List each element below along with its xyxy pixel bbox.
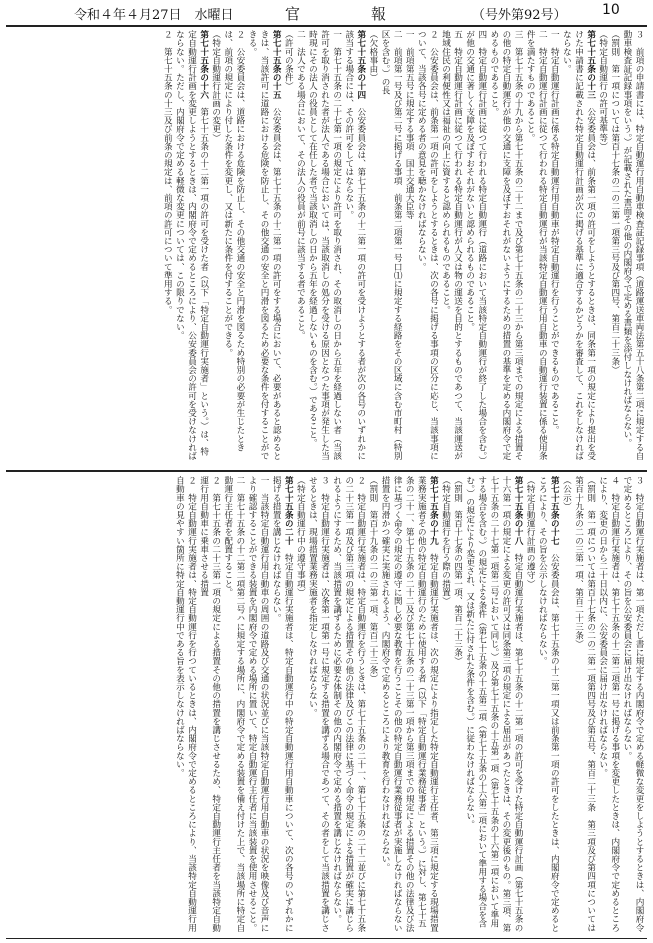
paragraph: （罰則 第一項については第百十七条の二の二第一項第四号及び第五号、第百二十三条 第三項及び第四項については第百十九条の二の三第一項、第百二十三条） bbox=[573, 476, 596, 932]
paragraph: 一 前項第五号に規定する事項 国土交通大臣等 bbox=[404, 30, 415, 220]
article-number: 第七十五条の十三 bbox=[585, 30, 596, 99]
paragraph: 一 特定自動運行計画に係る特定自動運行用自動車が特定自動運行を行うことができるものであること。 bbox=[549, 30, 560, 435]
paragraph: 二 特定自動運行計画に従つて行われる特定自動運行が当該特定自動運行用自動車の自動運行装置に係る使用条件を満たすものであること。 bbox=[525, 30, 548, 460]
paragraph: ２ 公安委員会は、道路における危険を防止し、その他交通の安全と円滑を図るため特別の必要が生じたときは、前項の規定により付した条件を変更し、又は新たに条件を付することができる。 bbox=[222, 30, 245, 452]
paragraph: （特定自動運行の許可基準等） bbox=[597, 30, 608, 151]
paragraph: 四 特定自動運行計画に従つて行われる特定自動運行（道路において当該特定自動運行が終了した場合を含む。）が他の交通に著しく支障を及ぼすおそれがないと認められるものであること。 bbox=[464, 30, 487, 460]
paragraph: ３ 特定自動運行実施者は、第一項ただし書に規定する内閣府令で定める軽微な変更をしようとするときは、内閣府令で定めるところにより、その旨を公安委員会に届け出なければならない。 bbox=[621, 476, 644, 932]
paragraph: （公示） bbox=[561, 476, 572, 511]
paragraph: 二 第七十五条の十二第二項第二号ハに規定する場所に、内閣府令で定める装置を備え付けた上で、当該場所に特定自動運行主任者を配置すること。 bbox=[222, 476, 245, 932]
paragraph: 一 第七十五条の二十七第一項の規定により許可を取り消され、その取消しの日から五年を経過しない者（当該許可を取り消された者が法人である場合においては、当該取消しの処分を受ける原因となつた事項が発生した当時現にその法人の役員として在任した者で当該取消しの日から五年を経過しないものを含む。）であること。 bbox=[307, 30, 342, 460]
paragraph: （特定自動運行を行う際の措置） bbox=[440, 476, 451, 605]
paragraph: 二 前項第一号及び第二号に掲げる事項 前条第二項第一号口⑴に規定する経路をその区域に含む市町村（特別区を含む。）の長 bbox=[380, 30, 403, 460]
page-number: 10 bbox=[602, 2, 620, 18]
paragraph: （罰則 第百十九条の二の三第一項、第百二十三条） bbox=[367, 476, 378, 683]
paragraph: 第七十五条の二十 特定自動運行実施者は、特定自動運行中の特定自動運行用自動車について、次の各号のいずれかに掲げる措置を講じなければならない。 bbox=[271, 476, 294, 932]
paragraph: ２ 特定自動運行実施者は、特定自動運行を行うときは、第七十五条の二十一、第七十五条の二十二並びに第七十五条の二十三第一項及び第三項の規定による措置その他の法律及びこの法律に基づく命令の規定による措置が確実に講じられるようにするため、当該措置を講ずるために必要な体制その他の内閣府令で定める措置を講じなければならない。 bbox=[331, 476, 366, 932]
header-rule bbox=[6, 25, 647, 27]
paragraph: 第七十五条の十六 第七十五条の十二第一項の許可を受けた者（以下「特定自動運行実施者」という。）は、特定自動運行計画を変更しようとするときは、内閣府令で定めるところにより、公安委員会の許可を受けなければならない。ただし、内閣府令で定める軽微な変更については、この限りでない。 bbox=[174, 30, 209, 460]
article-number: 第七十五条の二十 bbox=[283, 476, 294, 545]
paragraph: ３ 前項の申請書には、特定自動運行用自動車検査証記録事項（道路運送車両法第五十八条第二項に規定する自動車検査証記録事項をいう。）が記載された書面その他の内閣府令で定める書類を添付しなければならない。 bbox=[621, 30, 644, 460]
article-number: 第七十五条の十九 bbox=[428, 476, 439, 545]
paragraph: （特定自動運行計画の変更） bbox=[210, 30, 221, 142]
article-number: 第七十五条の十六 bbox=[198, 30, 209, 99]
article-number: 第七十五条の十七 bbox=[549, 476, 560, 545]
article-number: 第七十五条の十八 bbox=[513, 476, 524, 545]
paragraph: （特定自動運行中の遵守事項） bbox=[295, 476, 306, 597]
paragraph: 第七十五条の十九 特定自動運行実施者は、次の規定により指定した特定自動運行主任者、第三項に規定する現場措置業務実施者その他の特定自動運行のために使用する者（以下「特定自動運行業務従事者」という。）に対し、第七十五条の二十一、第七十五条の二十二及び第七十五条の二十三第一項から第三項までの規定による措置その他の法律及び法律に基づく命令の規定の遵守に関し必要な教育を行うことその他の特定自動運行業務従事者が実施しなければならない措置を円滑かつ確実に実施されるよう、内閣府令で定めるところにより教育を行わなければならない。 bbox=[380, 476, 439, 932]
issue-date: 令和４年４月27日 水曜日 bbox=[74, 8, 234, 23]
gazette-title: 官 報 bbox=[285, 5, 415, 23]
paragraph: ２ 公安委員会は、前条第一項の許可をしようとするときは、次の各号に掲げる事項の区分に応じ、当該事項について、当該各号に定める者の意見を聴かなければならない。 bbox=[416, 30, 439, 460]
paragraph: 第七十五条の十三 公安委員会は、前条第一項の許可をしようとするときは、同条第一項の規定により提出を受けた申請書に記載された特定自動運行計画が次に掲げる基準に適合するかどうかを審査して、これをしなければならない。 bbox=[561, 30, 596, 460]
top-text-block bbox=[8, 30, 645, 460]
paragraph: 二 法人である場合において、その法人の役員が前号に該当する者であること。 bbox=[295, 30, 306, 340]
footer-rule bbox=[6, 938, 647, 939]
paragraph: ４ 特定自動運行実施者は、第七十五条の十二第二項第一号に掲げる事項を変更したときは、内閣府令で定めるところにより、変更の日から二十日以内に、公安委員会に届け出なければならない。 bbox=[597, 476, 620, 932]
article-number: 第七十五条の十五 bbox=[271, 30, 282, 99]
paragraph: （欠格事由） bbox=[367, 30, 378, 82]
paragraph: 一 当該特定自動運行用自動車の周囲の道路及び交通の状況並びに当該特定自動運行用自動車の状況を映像及び音声により確認することができる装置を内閣府令で定める場所に置いて、特定自動運行主任者に当該装置を使用させること。 bbox=[247, 476, 270, 932]
middle-rule bbox=[6, 470, 647, 472]
paragraph: （許可の条件） bbox=[283, 30, 294, 91]
paragraph: ３ 特定自動運行実施者は、次条第一項第一号に規定する措置を講ずる場合であつて、その者をして当該措置を講じさせるときは、現場措置業務実施者を指定しなければならない。 bbox=[307, 476, 330, 932]
paragraph: （特定自動運行計画の遵守） bbox=[525, 476, 536, 588]
paragraph: （罰則 第百十七条の四第一項、第百二十三条） bbox=[452, 476, 463, 666]
paragraph: 第七十五条の十五 公安委員会は、第七十五条の十二第一項の許可をする場合において、必要があると認めるときは、当該許可に道路における危険を防止し、その他交通の安全と円滑を図るため必要な条件を付することができる。 bbox=[247, 30, 282, 460]
paragraph: 第七十五条の十七 公安委員会は、第七十五条の十二第一項又は前条第一項の許可をしたときは、内閣府令で定めるところにより、その旨を公示しなければならない。 bbox=[537, 476, 560, 932]
paragraph: ２ 第七十五条の二十三第一項の規定による措置その他の措置を講じさせるため、特定自動運行主任者を当該特定自動運行用自動車に乗車させる措置 bbox=[198, 476, 221, 932]
page-header bbox=[0, 0, 653, 26]
article-number: 第七十五条の十四 bbox=[355, 30, 366, 99]
paragraph: ２ 特定自動運行実施者は、特定自動運行を行つているときは、内閣府令で定めるところにより、当該特定自動運行用自動車の見やすい箇所に特定自動運行中である旨を表示しなければならない。 bbox=[174, 476, 197, 932]
paragraph: （罰則 第一項については第百十七条の二の二第一項第三号及び第四号、第百二十三条） bbox=[609, 30, 620, 374]
paragraph: 第七十五条の十四 公安委員会は、第七十五条の十二第一項の許可を受けようとする者が次の各号のいずれかに該当する場合には、その許可をしてはならない。 bbox=[343, 30, 366, 460]
paragraph: 三 第七十五条の十九から第七十五条の二十二まで及び第七十五条の二十三から第三項までの規定による措置その他の特定自動運行が他の交通に支障を及ぼすおそれがないようにするための措置の基準を定める内閣府令で定めるものであること。 bbox=[488, 30, 524, 460]
paragraph: 五 特定自動運行計画に従つて行われる特定自動運行が人又は物の運送を目的とするものであつて、当該運送が地域住民の利便性又は福祉の向上に資すると認められるものであること。 bbox=[440, 30, 463, 460]
paragraph: 第七十五条の十八 特定自動運行実施者は、第七十五条の十二第一項の許可を受けた特定自動運行計画（第七十五条の十六第一項の規定による変更の許可又は同条第三項の規定による届出があつたときは、その変更後のもの。第三項、第七十五条の二十七第一項第二号において同じ。）及び第七十五条の十五第一項（第七十五条の十六第二項において準用する場合を含む。）の規定による条件（第七十五条の十五第二項（第七十五条の十六第二項において準用する場合を含む。）の規定により変更され、又は新たに付された条件を含む。）に従わなければならない。 bbox=[464, 476, 524, 932]
paragraph: ２ 第七十五条の十三及び前条の規定は、前項の許可について準用する。 bbox=[162, 30, 173, 314]
issue-number: （号外第92号） bbox=[472, 8, 567, 23]
bottom-text-block bbox=[8, 476, 645, 934]
